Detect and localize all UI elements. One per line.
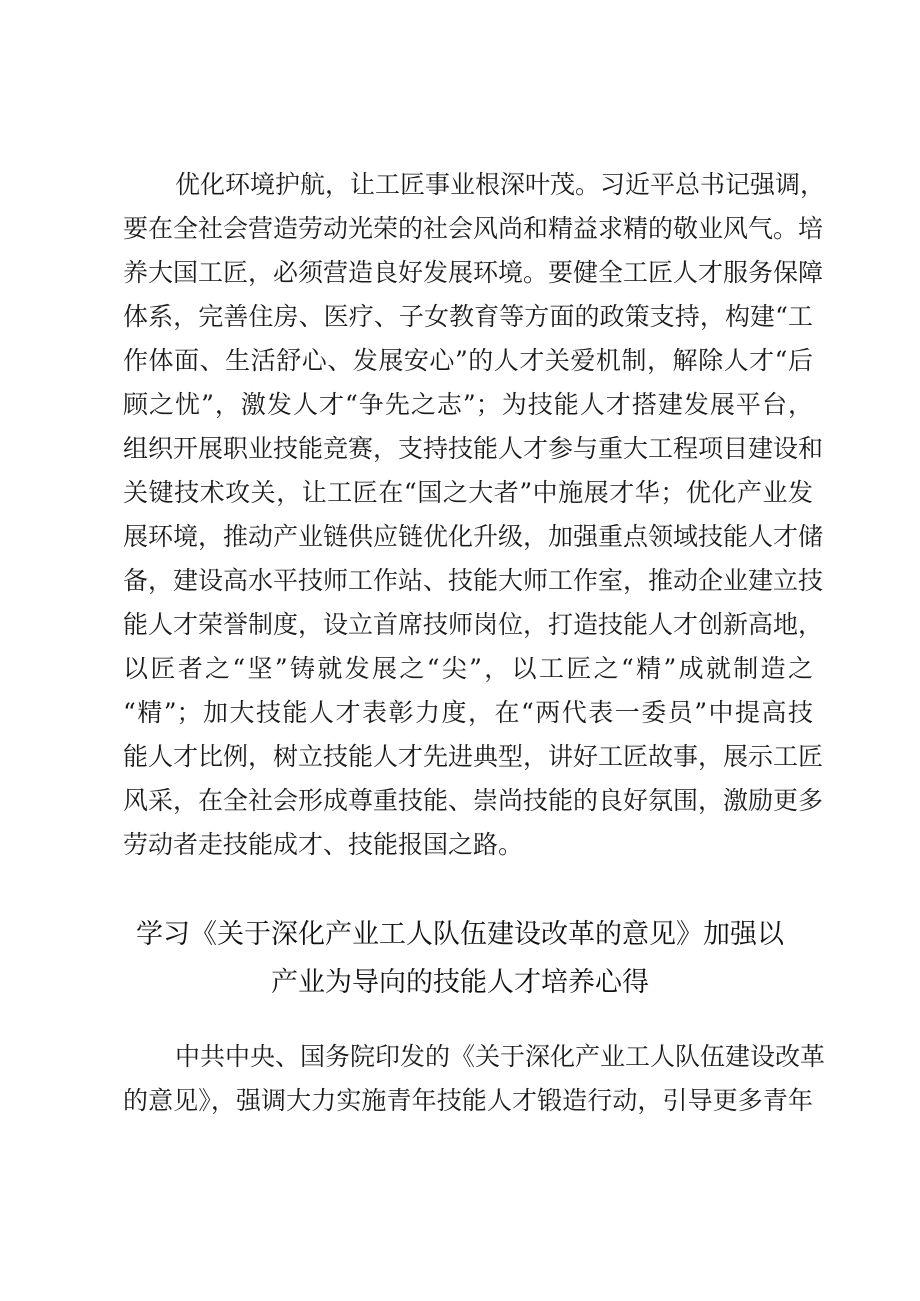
heading-line: 产业为导向的技能人才培养心得 [271,967,649,998]
paragraph-line: 顾之忧”，激发人才“争先之志”；为技能人才搭建发展平台， [123,390,813,419]
heading-line: 学习《关于深化产业工人队伍建设改革的意见》加强以 [136,919,784,950]
paragraph-line: 以匠者之“坚”铸就发展之“尖”，以工匠之“精”成就制造之 [123,654,813,683]
paragraph-line: 的意见》，强调大力实施青年技能人才锻造行动，引导更多青年 [123,1086,813,1115]
paragraph-line: 劳动者走技能成才、技能报国之路。 [123,830,524,859]
paragraph-line: 组织开展职业技能竞赛，支持技能人才参与重大工程项目建设和 [123,434,824,463]
paragraph-line: 备，建设高水平技师工作站、技能大师工作室，推动企业建立技 [123,566,824,595]
paragraph-line: 关键技术攻关，让工匠在“国之大者”中施展才华；优化产业发 [123,478,813,507]
paragraph-line: 风采，在全社会形成尊重技能、崇尚技能的良好氛围，激励更多 [123,786,824,815]
paragraph-line: “精”；加大技能人才表彰力度，在“两代表一委员”中提高技 [123,698,813,727]
paragraph-line: 体系，完善住房、医疗、子女教育等方面的政策支持，构建“工 [123,302,813,331]
paragraph-line: 养大国工匠，必须营造良好发展环境。要健全工匠人才服务保障 [123,258,824,287]
paragraph-line: 要在全社会营造劳动光荣的社会风尚和精益求精的敬业风气。培 [123,214,824,243]
paragraph-line: 展环境，推动产业链供应链优化升级，加强重点领域技能人才储 [123,522,824,551]
paragraph-line: 优化环境护航，让工匠事业根深叶茂。习近平总书记强调， [175,170,826,199]
paragraph-line: 作体面、生活舒心、发展安心”的人才关爱机制，解除人才“后 [123,346,813,375]
paragraph-line: 中共中央、国务院印发的《关于深化产业工人队伍建设改革 [175,1042,826,1071]
paragraph-line: 能人才荣誉制度，设立首席技师岗位，打造技能人才创新高地， [123,610,824,639]
paragraph-line: 能人才比例，树立技能人才先进典型，讲好工匠故事，展示工匠 [123,742,824,771]
